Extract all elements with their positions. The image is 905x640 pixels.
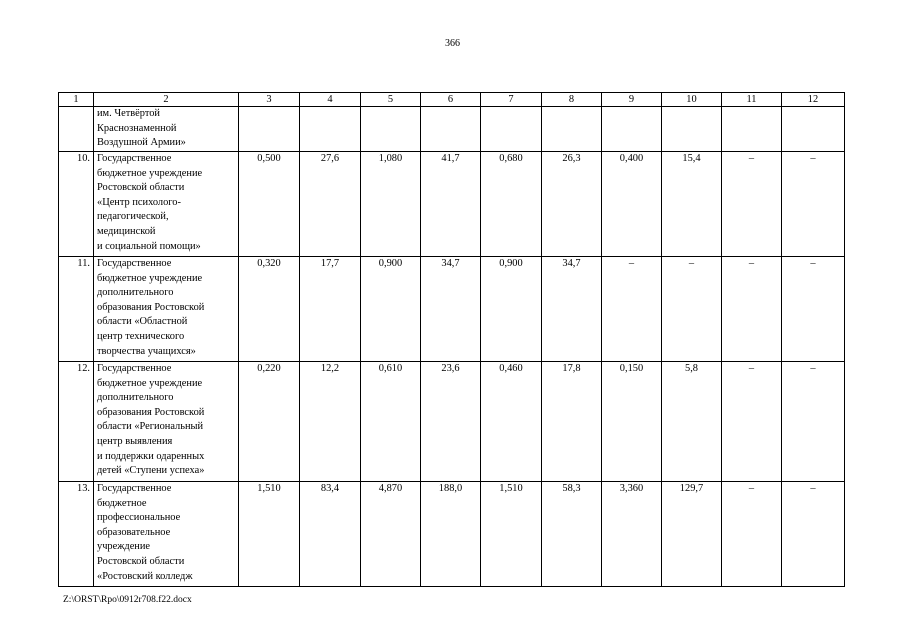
value-cell: 0,900	[361, 257, 421, 362]
value-cell: 0,610	[361, 362, 421, 482]
institution-name-line: Государственное	[97, 363, 172, 374]
row-number	[59, 107, 94, 152]
value-cell	[239, 107, 300, 152]
table-row	[59, 152, 845, 257]
value-cell	[542, 107, 602, 152]
institution-name	[94, 152, 239, 257]
institution-name-line: области «Областной	[97, 316, 188, 328]
column-header: 9	[602, 93, 662, 107]
institution-name-line: бюджетное	[97, 497, 147, 509]
institution-name-line: центр выявления	[97, 435, 173, 447]
institution-name-line: бюджетное учреждение	[97, 167, 203, 179]
table-row	[59, 482, 845, 587]
value-cell: 5,8	[662, 362, 722, 482]
row-number: 12.	[59, 362, 94, 482]
row-number: 10.	[59, 152, 94, 257]
value-cell: 41,7	[421, 152, 481, 257]
institution-name	[94, 107, 239, 152]
column-header: 1	[59, 93, 94, 107]
row-number: 11.	[59, 257, 94, 362]
value-cell: 23,6	[421, 362, 481, 482]
institution-name-line: творчества учащихся»	[97, 345, 196, 357]
column-header: 6	[421, 93, 481, 107]
institution-name-line: Государственное	[97, 483, 172, 494]
institution-name-line: Ростовской области	[97, 182, 185, 194]
institution-name-line: Краснознаменной	[97, 122, 177, 134]
value-cell: 0,150	[602, 362, 662, 482]
value-cell	[421, 107, 481, 152]
value-cell	[300, 107, 361, 152]
institution-name-line: дополнительного	[97, 287, 174, 299]
value-cell	[361, 107, 421, 152]
institution-name-line: Ростовской области	[97, 555, 185, 567]
value-cell: –	[782, 362, 845, 482]
column-header: 8	[542, 93, 602, 107]
institution-name-line: учреждение	[97, 541, 151, 553]
table-row	[59, 257, 845, 362]
value-cell: 1,080	[361, 152, 421, 257]
institution-name	[94, 257, 239, 362]
institution-name-line: Государственное	[97, 258, 172, 269]
institution-name-line: образования Ростовской	[97, 406, 205, 418]
value-cell: 129,7	[662, 482, 722, 587]
value-cell: 3,360	[602, 482, 662, 587]
institution-name-line: образовательное	[97, 526, 171, 538]
value-cell: 1,510	[239, 482, 300, 587]
value-cell: 15,4	[662, 152, 722, 257]
value-cell: –	[722, 152, 782, 257]
value-cell: 0,500	[239, 152, 300, 257]
institution-name-line: образования Ростовской	[97, 301, 205, 313]
institution-name	[94, 362, 239, 482]
value-cell	[602, 107, 662, 152]
value-cell: –	[782, 152, 845, 257]
institution-name-line: области «Региональный	[97, 421, 204, 433]
institution-name-line: Воздушной Армии»	[97, 137, 186, 149]
value-cell: 4,870	[361, 482, 421, 587]
column-header: 5	[361, 93, 421, 107]
table-row	[59, 362, 845, 482]
institution-name-line: дополнительного	[97, 392, 174, 404]
value-cell	[722, 107, 782, 152]
value-cell: 188,0	[421, 482, 481, 587]
value-cell: 0,400	[602, 152, 662, 257]
data-table	[58, 92, 845, 587]
column-header: 12	[782, 93, 845, 107]
value-cell: 34,7	[542, 257, 602, 362]
institution-name-line: центр технического	[97, 330, 185, 342]
value-cell: 27,6	[300, 152, 361, 257]
column-header: 10	[662, 93, 722, 107]
value-cell: –	[662, 257, 722, 362]
value-cell	[662, 107, 722, 152]
institution-name	[94, 482, 239, 587]
value-cell: –	[782, 482, 845, 587]
institution-name-line: «Центр психолого-	[97, 196, 181, 208]
value-cell: 17,8	[542, 362, 602, 482]
value-cell: –	[722, 362, 782, 482]
value-cell: 58,3	[542, 482, 602, 587]
institution-name-line: «Ростовский колледж	[97, 570, 193, 582]
value-cell: 0,900	[481, 257, 542, 362]
page-number: 366	[445, 38, 460, 49]
institution-name-line: педагогической,	[97, 211, 169, 223]
value-cell: –	[722, 257, 782, 362]
institution-name-line: Государственное	[97, 153, 172, 164]
column-header: 3	[239, 93, 300, 107]
value-cell: –	[782, 257, 845, 362]
value-cell: 17,7	[300, 257, 361, 362]
value-cell: 12,2	[300, 362, 361, 482]
table-row	[59, 107, 845, 152]
value-cell	[782, 107, 845, 152]
institution-name-line: и социальной помощи»	[97, 240, 201, 252]
value-cell: 0,460	[481, 362, 542, 482]
institution-name-line: профессиональное	[97, 512, 181, 524]
value-cell: 0,680	[481, 152, 542, 257]
row-number: 13.	[59, 482, 94, 587]
institution-name-line: и поддержки одаренных	[97, 450, 205, 462]
value-cell: –	[602, 257, 662, 362]
value-cell: 0,320	[239, 257, 300, 362]
table-header-row	[59, 93, 845, 107]
institution-name-line: детей «Ступени успеха»	[97, 465, 205, 477]
value-cell: 83,4	[300, 482, 361, 587]
value-cell: 1,510	[481, 482, 542, 587]
footer-file-path: Z:\ORST\Rpo\0912r708.f22.docx	[63, 595, 192, 605]
value-cell: –	[722, 482, 782, 587]
institution-name-line: медицинской	[97, 225, 156, 237]
column-header: 4	[300, 93, 361, 107]
value-cell: 34,7	[421, 257, 481, 362]
value-cell	[481, 107, 542, 152]
institution-name-line: им. Четвёртой	[97, 108, 160, 119]
column-header: 11	[722, 93, 782, 107]
value-cell: 26,3	[542, 152, 602, 257]
institution-name-line: бюджетное учреждение	[97, 377, 203, 389]
value-cell: 0,220	[239, 362, 300, 482]
column-header: 7	[481, 93, 542, 107]
institution-name-line: бюджетное учреждение	[97, 272, 203, 284]
column-header: 2	[94, 93, 239, 107]
